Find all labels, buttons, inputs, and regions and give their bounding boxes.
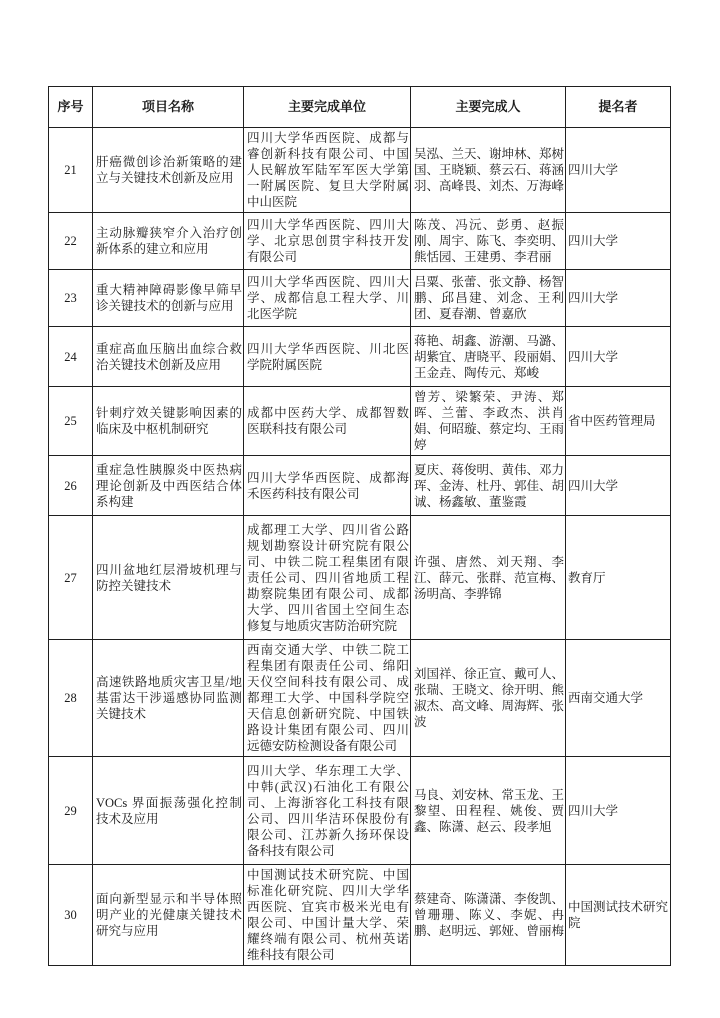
cell-main-units: 四川大学华西医院、成都海禾医药科技有限公司 — [244, 456, 411, 516]
table-row — [49, 640, 671, 757]
cell-main-units: 成都理工大学、四川省公路规划勘察设计研究院有限公司、中铁二院工程集团有限责任公司、四川省地质工程勘察院集团有限公司、成都大学、四川省国土空间生态修复与地质灾害防治研究院 — [244, 516, 411, 640]
cell-serial-number: 30 — [49, 865, 93, 966]
cell-project-name: 四川盆地红层滑坡机理与防控关键技术 — [93, 516, 244, 640]
cell-main-persons: 马良、刘安林、常玉龙、王黎望、田程程、姚俊、贾鑫、陈潇、赵云、段孝旭 — [411, 757, 566, 865]
table-row — [49, 327, 671, 387]
cell-main-persons: 蒋艳、胡鑫、游潮、马潞、胡紫宜、唐晓平、段丽娟、王金垚、陶传元、郑峻 — [411, 327, 566, 387]
cell-nominator: 四川大学 — [566, 456, 671, 516]
cell-main-persons: 吴泓、兰天、谢坤林、郑树国、王晓颖、蔡云石、蒋涵羽、高峰畏、刘杰、万海峰 — [411, 128, 566, 213]
cell-main-units: 四川大学华西医院、四川大学、北京思创贯宇科技开发有限公司 — [244, 213, 411, 270]
col-header-units: 主要完成单位 — [244, 87, 411, 128]
cell-project-name: VOCs 界面振荡强化控制技术及应用 — [93, 757, 244, 865]
cell-nominator: 教育厅 — [566, 516, 671, 640]
cell-nominator: 四川大学 — [566, 270, 671, 327]
table-row — [49, 516, 671, 640]
table-row — [49, 213, 671, 270]
cell-main-units: 中国测试技术研究院、中国标准化研究院、四川大学华西医院、宜宾市极米光电有限公司、中国计量大学、荣耀终端有限公司、杭州英诺维科技有限公司 — [244, 865, 411, 966]
cell-serial-number: 21 — [49, 128, 93, 213]
cell-project-name: 重症高血压脑出血综合救治关键技术创新及应用 — [93, 327, 244, 387]
cell-project-name: 重症急性胰腺炎中医热病理论创新及中西医结合体系构建 — [93, 456, 244, 516]
cell-nominator: 中国测试技术研究院 — [566, 865, 671, 966]
col-header-persons: 主要完成人 — [411, 87, 566, 128]
cell-main-units: 西南交通大学、中铁二院工程集团有限责任公司、绵阳天仪空间科技有限公司、成都理工大学、中国科学院空天信息创新研究院、中国铁路设计集团有限公司、四川远德安防检测设备有限公司 — [244, 640, 411, 757]
cell-main-persons: 夏庆、蒋俊明、黄伟、邓力珲、金涛、杜丹、郭佳、胡诚、杨鑫敏、董鉴霞 — [411, 456, 566, 516]
cell-serial-number: 29 — [49, 757, 93, 865]
cell-project-name: 主动脉瓣狭窄介入治疗创新体系的建立和应用 — [93, 213, 244, 270]
cell-serial-number: 24 — [49, 327, 93, 387]
award-project-table — [48, 86, 671, 966]
cell-main-units: 成都中医药大学、成都智数医联科技有限公司 — [244, 387, 411, 456]
table-row — [49, 387, 671, 456]
cell-main-persons: 吕粟、张蕾、张文静、杨智鹏、邱昌建、刘念、王利团、夏春潮、曾嘉欣 — [411, 270, 566, 327]
cell-project-name: 肝癌微创诊治新策略的建立与关键技术创新及应用 — [93, 128, 244, 213]
table-row — [49, 757, 671, 865]
table-body — [49, 128, 671, 966]
cell-nominator: 西南交通大学 — [566, 640, 671, 757]
cell-serial-number: 26 — [49, 456, 93, 516]
cell-nominator: 四川大学 — [566, 128, 671, 213]
cell-serial-number: 22 — [49, 213, 93, 270]
table-row — [49, 270, 671, 327]
cell-project-name: 高速铁路地质灾害卫星/地基雷达干涉遥感协同监测关键技术 — [93, 640, 244, 757]
cell-main-units: 四川大学华西医院、四川大学、成都信息工程大学、川北医学院 — [244, 270, 411, 327]
table-row — [49, 865, 671, 966]
cell-serial-number: 25 — [49, 387, 93, 456]
table-row — [49, 128, 671, 213]
cell-nominator: 四川大学 — [566, 327, 671, 387]
cell-main-persons: 刘国祥、徐正宣、戴可人、张瑞、王晓文、徐开明、熊淑杰、高文峰、周海辉、张波 — [411, 640, 566, 757]
cell-main-persons: 曾芳、梁繁荣、尹涛、郑晖、兰蕾、李政杰、洪肖娟、何昭璇、蔡定均、王雨婷 — [411, 387, 566, 456]
cell-serial-number: 27 — [49, 516, 93, 640]
cell-main-persons: 陈茂、冯沅、彭勇、赵振刚、周宇、陈飞、李奕明、熊恬园、王建勇、李君丽 — [411, 213, 566, 270]
cell-main-persons: 蔡建奇、陈潇潇、李俊凯、曾珊珊、陈义、李妮、冉鹏、赵明远、郭娅、曾丽梅 — [411, 865, 566, 966]
cell-project-name: 面向新型显示和半导体照明产业的光健康关键技术研究与应用 — [93, 865, 244, 966]
cell-main-units: 四川大学、华东理工大学、中韩(武汉)石油化工有限公司、上海浙容化工科技有限公司、四川华洁环保股份有限公司、江苏新久扬环保设备科技有限公司 — [244, 757, 411, 865]
cell-project-name: 针刺疗效关键影响因素的临床及中枢机制研究 — [93, 387, 244, 456]
cell-serial-number: 28 — [49, 640, 93, 757]
cell-project-name: 重大精神障碍影像早筛早诊关键技术的创新与应用 — [93, 270, 244, 327]
cell-serial-number: 23 — [49, 270, 93, 327]
col-header-serial: 序号 — [49, 87, 93, 128]
table-row — [49, 456, 671, 516]
table-header-row — [49, 87, 671, 128]
cell-nominator: 省中医药管理局 — [566, 387, 671, 456]
cell-nominator: 四川大学 — [566, 757, 671, 865]
cell-main-persons: 许强、唐然、刘天翔、李江、薛元、张群、范宣梅、汤明高、李骅锦 — [411, 516, 566, 640]
cell-main-units: 四川大学华西医院、川北医学院附属医院 — [244, 327, 411, 387]
cell-nominator: 四川大学 — [566, 213, 671, 270]
col-header-project: 项目名称 — [93, 87, 244, 128]
cell-main-units: 四川大学华西医院、成都与睿创新科技有限公司、中国人民解放军陆军军医大学第一附属医院、复旦大学附属中山医院 — [244, 128, 411, 213]
col-header-nominator: 提名者 — [566, 87, 671, 128]
